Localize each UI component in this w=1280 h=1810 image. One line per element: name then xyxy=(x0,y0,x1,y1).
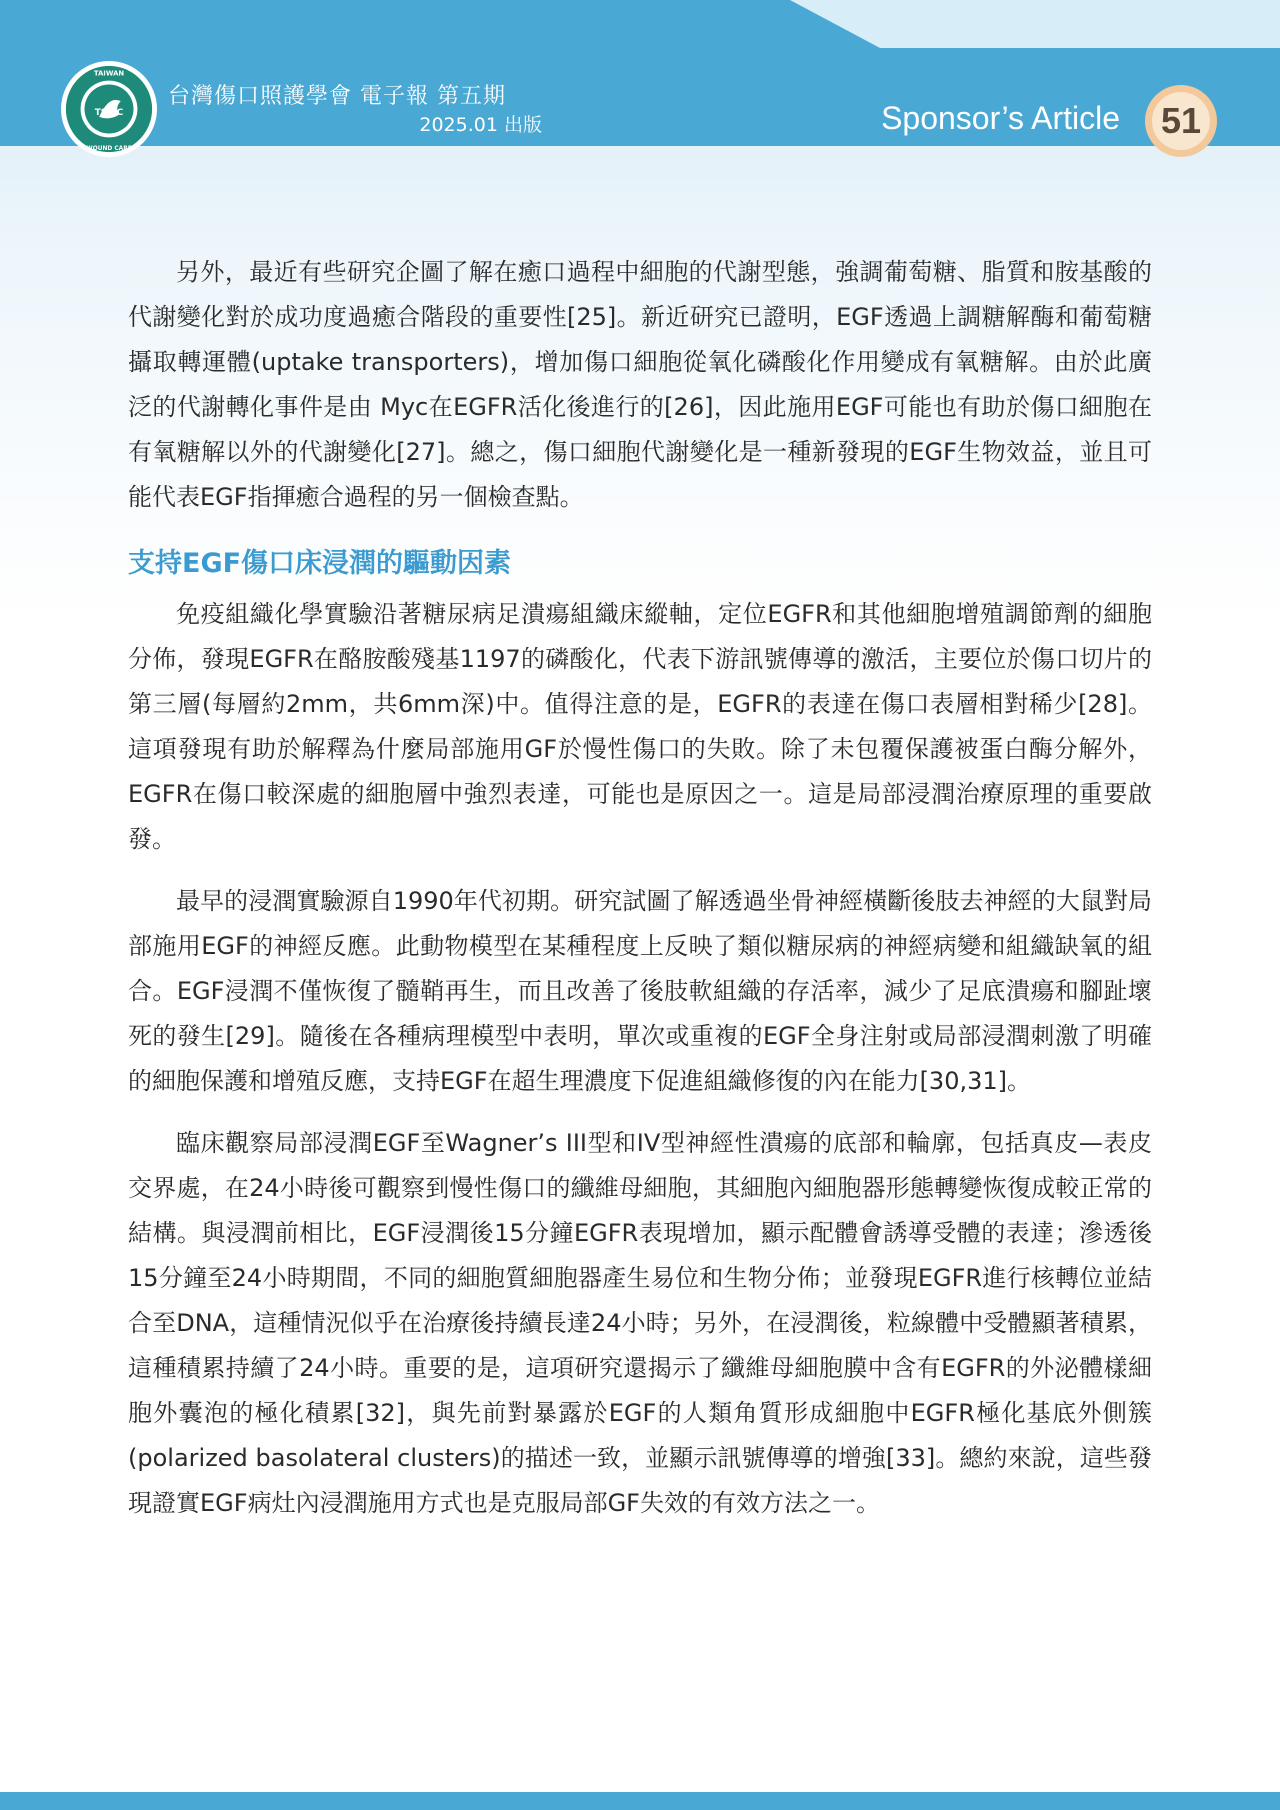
section-heading: 支持EGF傷口床浸潤的驅動因素 xyxy=(128,548,512,579)
page-number: 51 xyxy=(1160,100,1202,141)
svg-text:TAIWAN: TAIWAN xyxy=(93,69,125,78)
svg-text:TSWC: TSWC xyxy=(94,107,124,118)
article-body xyxy=(128,250,1152,1543)
paragraph: 最早的浸潤實驗源自1990年代初期。研究試圖了解透過坐骨神經橫斷後肢去神經的大鼠對局部施用EGF的神經反應。此動物模型在某種程度上反映了類似糖尿病的神經病變和組織缺氧的組合。EGF浸潤不僅恢復了髓鞘再生，而且改善了後肢軟組織的存活率，減少了足底潰瘍和腳趾壞死的發生[29]。隨後在各種病理模型中表明，單次或重複的EGF全身注射或局部浸潤刺激了明確的細胞保護和增殖反應，支持EGF在超生理濃度下促進組織修復的內在能力[30,31]。 xyxy=(128,887,1152,1095)
paragraph: 另外，最近有些研究企圖了解在癒口過程中細胞的代謝型態，強調葡萄糖、脂質和胺基酸的代謝變化對於成功度過癒合階段的重要性[25]。新近研究已證明，EGF透過上調糖解酶和葡萄糖攝取轉運體(uptake transporters)，增加傷口細胞從氧化磷酸化作用變成有氧糖解。由於此廣泛的代謝轉化事件是由 Myc在EGFR活化後進行的[26]，因此施用EGF可能也有助於傷口細胞在有氧糖解以外的代謝變化[27]。總之，傷口細胞代謝變化是一種新發現的EGF生物效益，並且可能代表EGF指揮癒合過程的另一個檢查點。 xyxy=(128,258,1152,511)
section-label: Sponsor’s Article xyxy=(881,100,1120,136)
paragraph: 免疫組織化學實驗沿著糖尿病足潰瘍組織床縱軸，定位EGFR和其他細胞增殖調節劑的細胞分佈，發現EGFR在酪胺酸殘基1197的磷酸化，代表下游訊號傳導的激活，主要位於傷口切片的第三層(每層約2mm，共6mm深)中。值得注意的是，EGFR的表達在傷口表層相對稀少[28]。這項發現有助於解釋為什麼局部施用GF於慢性傷口的失敗。除了未包覆保護被蛋白酶分解外，EGFR在傷口較深處的細胞層中強烈表達，可能也是原因之一。這是局部浸潤治療原理的重要啟發。 xyxy=(128,600,1152,853)
paragraph: 臨床觀察局部浸潤EGF至Wagner’s III型和IV型神經性潰瘍的底部和輪廓，包括真皮—表皮交界處，在24小時後可觀察到慢性傷口的纖維母細胞，其細胞內細胞器形態轉變恢復成較正常的結構。與浸潤前相比，EGF浸潤後15分鐘EGFR表現增加，顯示配體會誘導受體的表達；滲透後15分鐘至24小時期間，不同的細胞質細胞器產生易位和生物分佈；並發現EGFR進行核轉位並結合至DNA，這種情況似乎在治療後持續長達24小時；另外，在浸潤後，粒線體中受體顯著積累，這種積累持續了24小時。重要的是，這項研究還揭示了纖維母細胞膜中含有EGFR的外泌體樣細胞外囊泡的極化積累[32]，與先前對暴露於EGF的人類角質形成細胞中EGFR極化基底外側簇(polarized basolateral clusters)的描述一致，並顯示訊號傳導的增強[33]。總約來說，這些發現證實EGF病灶內浸潤施用方式也是克服局部GF失效的有效方法之一。 xyxy=(128,1129,1152,1517)
society-logo xyxy=(60,60,158,158)
journal-title: 台灣傷口照護學會 電子報 第五期 xyxy=(168,84,506,109)
svg-text:WOUND CARE: WOUND CARE xyxy=(86,146,132,153)
issue-date: 2025.01 出版 xyxy=(419,114,542,136)
page-footer-band xyxy=(0,1792,1280,1810)
